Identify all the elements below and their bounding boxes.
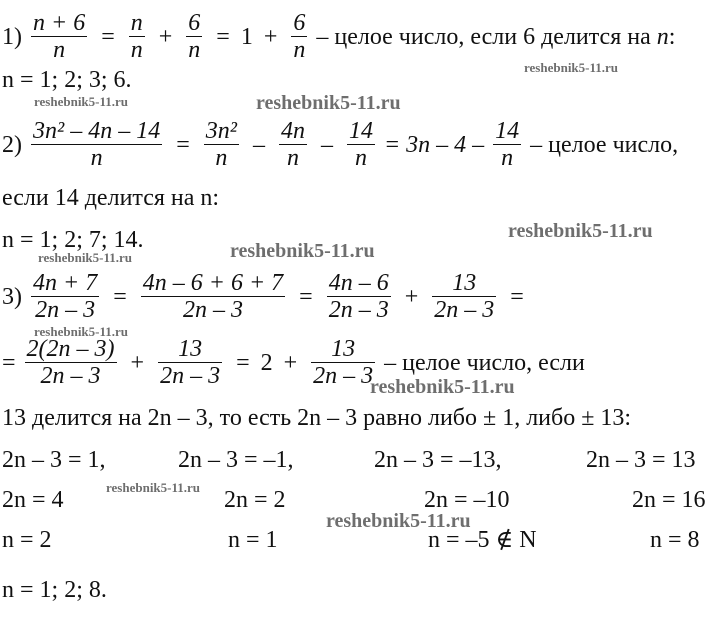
fraction: $\frac{6}{n}$ [293,10,306,63]
watermark: reshebnik5-11.ru [34,324,129,339]
problem-2-answer: n = 1; 2; 7; 14. [2,227,144,253]
problem-2-line: 2) $\frac{\text{3n² – 4n – 14}}{n}$ = $\frac{\text{3n²}}{n}$ – $\frac{4n}{n}$ – $\frac{14}{n}$ = 3n – 4 – $\frac{14}{n}$ – целое число, [2,118,679,171]
watermark: reshebnik5-11.ru [106,480,201,495]
case-result: n = 1 [228,527,278,553]
case-step: 2n = 4 [2,487,64,513]
case-result: n = 8 [650,527,700,553]
fraction: $\frac{2(2n - 3)}{2n - 3}$ [26,336,115,389]
problem-2-label: 2) [2,131,22,158]
problem-3-line-2: = $\frac{2(2n - 3)}{2n - 3}$ + $\frac{13}{2n - 3}$ = 2 + $\frac{13}{2n - 3}$ – целое число, если [2,336,585,389]
fraction: $\frac{4n + 7}{2n - 3}$ [33,270,98,323]
watermark: reshebnik5-11.ru [370,376,515,398]
case-result: n = –5 ∉ N [428,527,537,553]
problem-3-condition: 13 делится на 2n – 3, то есть 2n – 3 равно либо ± 1, либо ± 13: [2,405,632,431]
problem-1-text: – целое число, если 6 делится на [316,23,651,50]
case-column-1 [2,446,106,554]
watermark: reshebnik5-11.ru [256,92,401,114]
problem-1-answer: n = 1; 2; 3; 6. [2,67,132,93]
fraction: $\frac{\text{3n² – 4n – 14}}{n}$ [33,118,161,171]
case-equation: 2n – 3 = 1, [2,447,106,473]
watermark: reshebnik5-11.ru [38,250,133,265]
fraction: $\frac{n}{n}$ [130,10,143,63]
fraction: $\frac{n + 6}{n}$ [33,10,86,63]
case-column-4 [586,446,706,554]
fraction: $\frac{6}{n}$ [188,10,201,63]
problem-2-condition: если 14 делится на n: [2,185,220,211]
fraction: $\frac{13}{2n - 3}$ [160,336,221,389]
case-column-3 [374,446,537,554]
fraction: $\frac{4n}{n}$ [280,118,305,171]
fraction: $\frac{14}{n}$ [495,118,520,171]
problem-1-label: 1) [2,23,22,50]
case-equation: 2n – 3 = –1, [178,447,294,473]
watermark: reshebnik5-11.ru [34,94,129,109]
problem-3-text: – целое число, если [384,349,585,376]
problem-3-line-1: 3) $\frac{4n + 7}{2n - 3}$ = $\frac{4n - 6 + 6 + 7}{2n - 3}$ = $\frac{4n - 6}{2n - 3}$ + $\frac{13}{2n - 3}$ = [2,270,524,323]
case-step: 2n = –10 [424,487,510,513]
fraction: $\frac{14}{n}$ [348,118,373,171]
case-result: n = 2 [2,527,52,553]
fraction: $\frac{13}{2n - 3}$ [434,270,495,323]
case-column-2 [178,446,294,554]
case-step: 2n = 2 [224,487,286,513]
watermark: reshebnik5-11.ru [508,220,653,242]
fraction: $\frac{4n - 6}{2n - 3}$ [328,270,389,323]
problem-3-label: 3) [2,283,22,310]
problem-2-text: – целое число, [530,131,679,158]
watermark: reshebnik5-11.ru [326,510,471,532]
case-step: 2n = 16 [632,487,706,513]
problem-1-line: 1) $\frac{n + 6}{n}$ = $\frac{n}{n}$ + $\frac{6}{n}$ = 1 + $\frac{6}{n}$ – целое число, если 6 делится на n: [2,10,676,63]
fraction: $\frac{13}{2n - 3}$ [313,336,374,389]
case-equation: 2n – 3 = –13, [374,447,502,473]
case-equation: 2n – 3 = 13 [586,447,696,473]
problem-3-answer: n = 1; 2; 8. [2,577,107,603]
watermark: reshebnik5-11.ru [524,60,619,75]
watermark: reshebnik5-11.ru [230,240,375,262]
fraction: $\frac{4n - 6 + 6 + 7}{2n - 3}$ [142,270,284,323]
fraction: $\frac{\text{3n²}}{n}$ [205,118,237,171]
